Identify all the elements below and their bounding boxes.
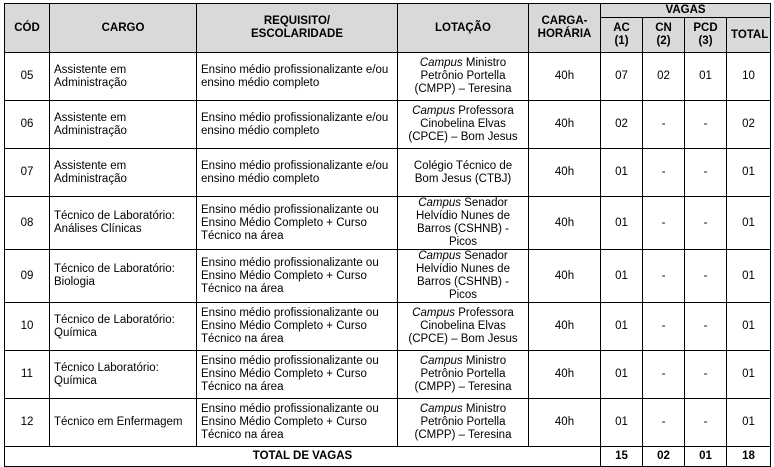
header-ac-line1: AC bbox=[613, 22, 630, 34]
header-cargo: CARGO bbox=[50, 4, 197, 53]
cell-requisito: Ensino médio profissionalizante ou Ensino Médio Completo + Curso Técnico na área bbox=[197, 303, 398, 351]
header-carga-line2: HORÁRIA bbox=[537, 28, 592, 40]
cell-lotacao-campus: Campus bbox=[412, 307, 455, 319]
cell-carga: 40h bbox=[529, 303, 601, 351]
table-row bbox=[5, 250, 771, 303]
header-cn bbox=[643, 18, 685, 53]
cell-lotacao bbox=[398, 250, 529, 303]
cell-requisito: Ensino médio profissionalizante e/ou ensino médio completo bbox=[197, 53, 398, 101]
cell-lotacao-campus: Campus bbox=[412, 105, 455, 117]
cell-requisito: Ensino médio profissionalizante ou Ensino Médio Completo + Curso Técnico na área bbox=[197, 250, 398, 303]
cell-lotacao-text: Senador Helvídio Nunes de Barros (CSHNB) - Picos bbox=[416, 197, 510, 248]
cell-ac: 01 bbox=[601, 197, 643, 250]
cell-carga: 40h bbox=[529, 250, 601, 303]
header-vagas: VAGAS bbox=[601, 4, 771, 18]
table-row bbox=[5, 197, 771, 250]
header-ac bbox=[601, 18, 643, 53]
cell-lotacao bbox=[398, 149, 529, 197]
cell-lotacao-campus: Campus bbox=[418, 197, 462, 209]
cell-lotacao bbox=[398, 303, 529, 351]
table-body bbox=[5, 53, 771, 447]
cell-requisito: Ensino médio profissionalizante ou Ensino Médio Completo + Curso Técnico na área bbox=[197, 399, 398, 447]
cell-carga: 40h bbox=[529, 351, 601, 399]
header-ac-line2: (1) bbox=[614, 35, 629, 47]
cell-pcd: - bbox=[685, 351, 727, 399]
cell-lotacao-campus: Campus bbox=[419, 57, 463, 69]
header-pcd bbox=[685, 18, 727, 53]
header-cn-line1: CN bbox=[655, 22, 672, 34]
cell-cod: 09 bbox=[5, 250, 50, 303]
vagas-table bbox=[4, 3, 771, 467]
cell-carga: 40h bbox=[529, 197, 601, 250]
cell-carga: 40h bbox=[529, 399, 601, 447]
table-row bbox=[5, 351, 771, 399]
cell-total: 01 bbox=[727, 399, 771, 447]
header-requisito-line2: ESCOLARIDADE bbox=[250, 28, 343, 40]
total-row bbox=[5, 447, 771, 467]
cell-cn: - bbox=[643, 250, 685, 303]
cell-total: 01 bbox=[727, 197, 771, 250]
cell-lotacao-text: Ministro Petrônio Portella (CMPP) – Teresina bbox=[414, 57, 512, 95]
total-label: TOTAL DE VAGAS bbox=[5, 447, 601, 467]
cell-cod: 06 bbox=[5, 101, 50, 149]
total-pcd: 01 bbox=[685, 447, 727, 467]
cell-cod: 07 bbox=[5, 149, 50, 197]
header-cn-line2: (2) bbox=[656, 35, 671, 47]
header-pcd-line2: (3) bbox=[698, 35, 713, 47]
cell-pcd: - bbox=[685, 250, 727, 303]
cell-requisito: Ensino médio profissionalizante e/ou ensino médio completo bbox=[197, 149, 398, 197]
cell-pcd: - bbox=[685, 399, 727, 447]
header-pcd-line1: PCD bbox=[693, 22, 718, 34]
table-row bbox=[5, 53, 771, 101]
cell-cod: 05 bbox=[5, 53, 50, 101]
cell-ac: 02 bbox=[601, 101, 643, 149]
cell-lotacao-text: Ministro Petrônio Portella (CMPP) – Teresina bbox=[414, 403, 512, 441]
cell-cn: - bbox=[643, 101, 685, 149]
cell-cn: - bbox=[643, 351, 685, 399]
header-lotacao: LOTAÇÃO bbox=[398, 4, 529, 53]
table-header bbox=[5, 4, 771, 53]
cell-pcd: - bbox=[685, 149, 727, 197]
cell-ac: 01 bbox=[601, 303, 643, 351]
header-requisito-line1: REQUISITO/ bbox=[263, 15, 331, 27]
cell-ac: 01 bbox=[601, 250, 643, 303]
cell-total: 01 bbox=[727, 149, 771, 197]
cell-lotacao bbox=[398, 197, 529, 250]
cell-cod: 12 bbox=[5, 399, 50, 447]
cell-lotacao-campus: Campus bbox=[418, 250, 462, 262]
cell-cod: 11 bbox=[5, 351, 50, 399]
cell-lotacao bbox=[398, 101, 529, 149]
cell-pcd: - bbox=[685, 197, 727, 250]
cell-cargo: Assistente em Administração bbox=[50, 149, 197, 197]
cell-cargo: Técnico de Laboratório: Análises Clínicas bbox=[50, 197, 197, 250]
cell-lotacao bbox=[398, 351, 529, 399]
table-row bbox=[5, 303, 771, 351]
cell-cargo: Técnico de Laboratório: Química bbox=[50, 303, 197, 351]
cell-total: 01 bbox=[727, 351, 771, 399]
header-total: TOTAL bbox=[727, 18, 771, 53]
cell-requisito: Ensino médio profissionalizante ou Ensino Médio Completo + Curso Técnico na área bbox=[197, 197, 398, 250]
cell-cn: - bbox=[643, 149, 685, 197]
cell-cn: 02 bbox=[643, 53, 685, 101]
cell-total: 02 bbox=[727, 101, 771, 149]
cell-ac: 01 bbox=[601, 399, 643, 447]
cell-requisito: Ensino médio profissionalizante ou Ensino Médio Completo + Curso Técnico na área bbox=[197, 351, 398, 399]
table-footer bbox=[5, 447, 771, 467]
cell-carga: 40h bbox=[529, 149, 601, 197]
cell-cn: - bbox=[643, 303, 685, 351]
header-carga bbox=[529, 4, 601, 53]
cell-lotacao-text: Colégio Técnico de Bom Jesus (CTBJ) bbox=[413, 159, 513, 185]
total-ac: 15 bbox=[601, 447, 643, 467]
cell-pcd: - bbox=[685, 303, 727, 351]
cell-requisito: Ensino médio profissionalizante e/ou ensino médio completo bbox=[197, 101, 398, 149]
cell-cargo: Técnico Laboratório: Química bbox=[50, 351, 197, 399]
cell-total: 10 bbox=[727, 53, 771, 101]
header-cod: CÓD bbox=[5, 4, 50, 53]
total-cn: 02 bbox=[643, 447, 685, 467]
cell-pcd: 01 bbox=[685, 53, 727, 101]
cell-ac: 07 bbox=[601, 53, 643, 101]
cell-lotacao-text: Professora Cinobelina Elvas (CPCE) – Bom Jesus bbox=[408, 105, 518, 143]
cell-cod: 08 bbox=[5, 197, 50, 250]
table-row bbox=[5, 149, 771, 197]
cell-cod: 10 bbox=[5, 303, 50, 351]
cell-cargo: Técnico em Enfermagem bbox=[50, 399, 197, 447]
cell-lotacao-text: Professora Cinobelina Elvas (CPCE) – Bom Jesus bbox=[408, 307, 518, 345]
cell-total: 01 bbox=[727, 250, 771, 303]
cell-cn: - bbox=[643, 197, 685, 250]
table-row bbox=[5, 399, 771, 447]
cell-cargo: Assistente em Administração bbox=[50, 101, 197, 149]
header-carga-line1: CARGA- bbox=[541, 15, 588, 27]
cell-total: 01 bbox=[727, 303, 771, 351]
cell-ac: 01 bbox=[601, 351, 643, 399]
cell-lotacao-text: Ministro Petrônio Portella (CMPP) – Teresina bbox=[414, 355, 512, 393]
table-row bbox=[5, 101, 771, 149]
cell-cn: - bbox=[643, 399, 685, 447]
cell-lotacao bbox=[398, 399, 529, 447]
cell-lotacao bbox=[398, 53, 529, 101]
cell-pcd: - bbox=[685, 101, 727, 149]
cell-cargo: Assistente em Administração bbox=[50, 53, 197, 101]
cell-lotacao-campus: Campus bbox=[419, 355, 463, 367]
total-total: 18 bbox=[727, 447, 771, 467]
cell-cargo: Técnico de Laboratório: Biologia bbox=[50, 250, 197, 303]
cell-lotacao-campus: Campus bbox=[419, 403, 463, 415]
header-requisito bbox=[197, 4, 398, 53]
cell-carga: 40h bbox=[529, 101, 601, 149]
cell-carga: 40h bbox=[529, 53, 601, 101]
cell-ac: 01 bbox=[601, 149, 643, 197]
cell-lotacao-text: Senador Helvídio Nunes de Barros (CSHNB) - Picos bbox=[416, 250, 510, 301]
